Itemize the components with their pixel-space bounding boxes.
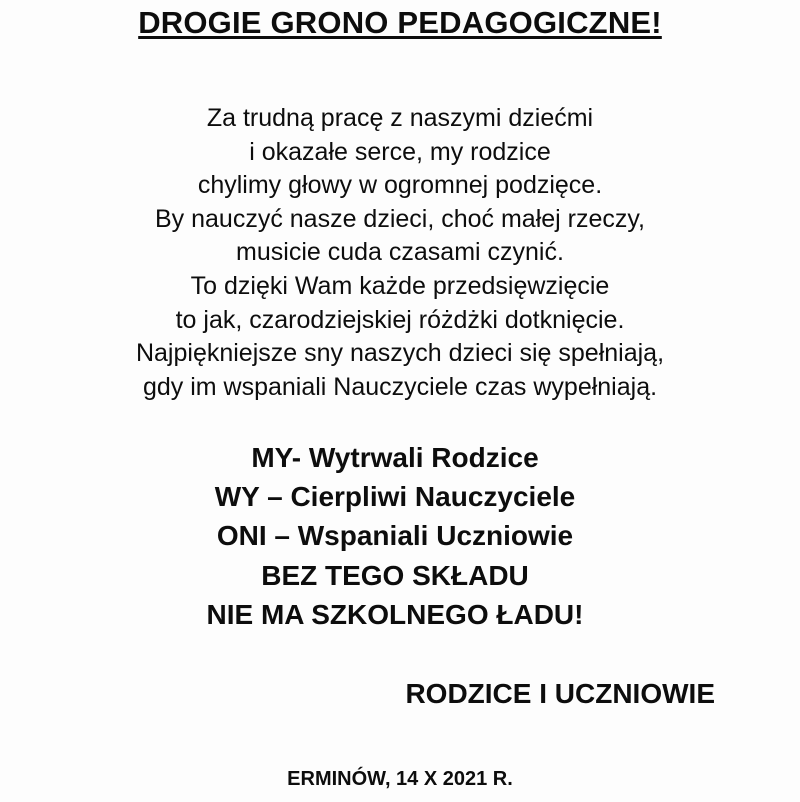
poem-line: gdy im wspaniali Nauczyciele czas wypełniają. [142,372,658,401]
poem-line: chylimy głowy w ogromnej podzięce. [197,171,603,200]
slogan-line: MY- Wytrwali Rodzice [251,442,539,473]
poem-line: To dzięki Wam każde przedsięwzięcie [190,271,610,300]
signature: RODZICE I UCZNIOWIE [405,678,715,709]
poem-line: By nauczyć nasze dzieci, choć małej rzeczy, [154,204,645,233]
poem-line: Najpiękniejsze sny naszych dzieci się spełniają, [135,339,665,368]
slogan-line: BEZ TEGO SKŁADU [261,559,529,591]
slogan-line: NIE MA SZKOLNEGO ŁADU! [206,598,584,630]
slogans [0,438,790,634]
place-date: ERMINÓW, 14 X 2021 R. [287,768,513,790]
page-title-text: DROGIE GRONO PEDAGOGICZNE! [138,5,662,40]
poem-line: i okazałe serce, my rodzice [249,137,551,166]
slogan-line: ONI – Wspaniali Uczniowie [216,520,574,552]
poem-line: Za trudną pracę z naszymi dziećmi [206,104,594,132]
page-title [0,4,800,42]
poem [0,102,800,404]
poem-line: musicie cuda czasami czynić. [236,238,564,267]
poem-line: to jak, czarodziejskiej różdżki dotknięcie. [175,305,625,334]
slogan-line: WY – Cierpliwi Nauczyciele [214,481,576,513]
